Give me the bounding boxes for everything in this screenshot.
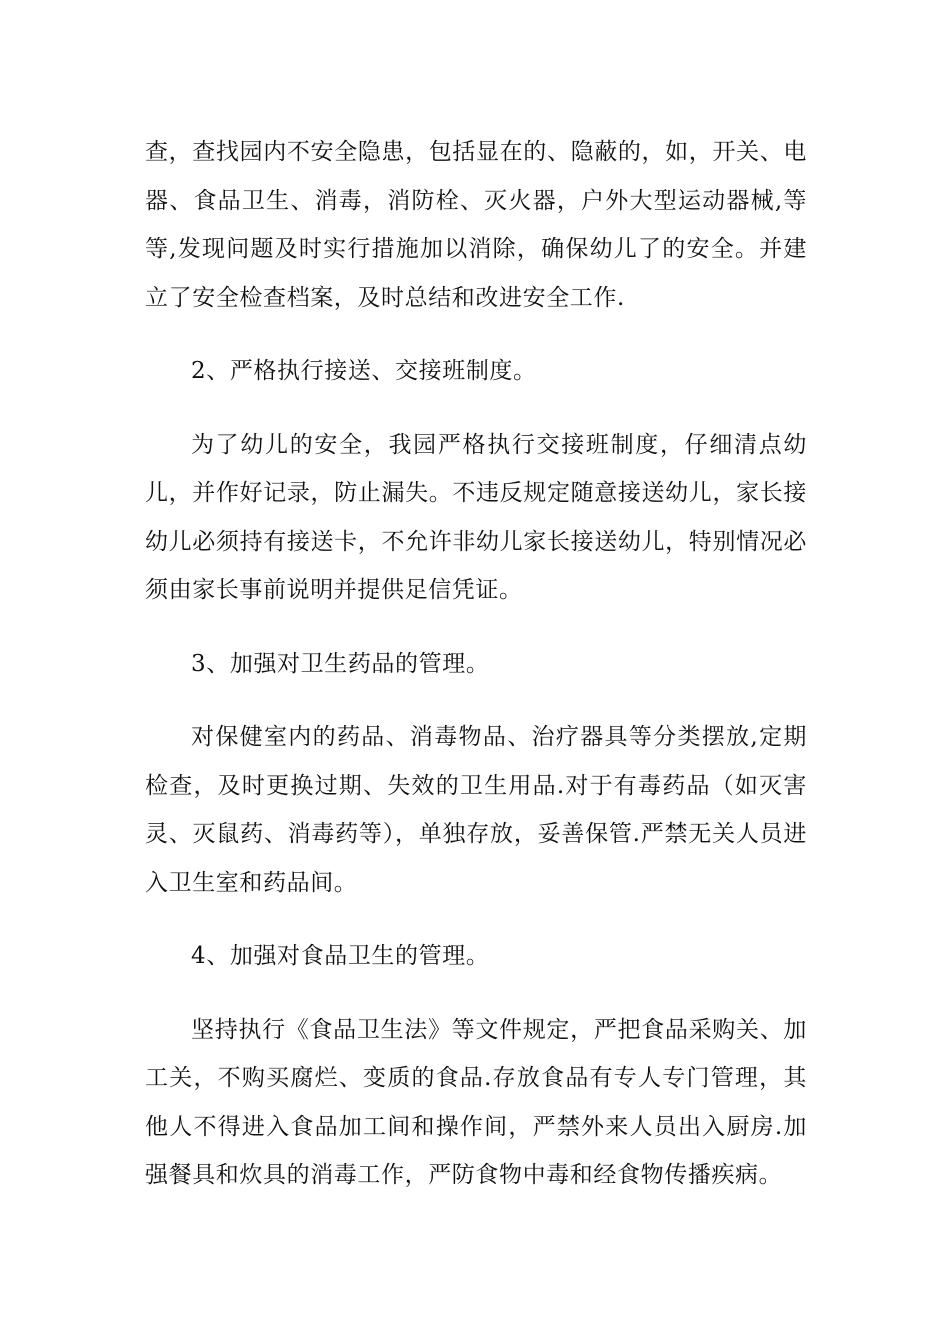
paragraph-food-hygiene: 坚持执行《食品卫生法》等文件规定，严把食品采购关、加工关，不购买腐烂、变质的食品.存放食品有专人专门管理，其他人不得进入食品加工间和操作间，严禁外来人员出入厨房.加强餐具和炊具的消毒工作，严防食物中毒和经食物传播疾病。: [145, 1016, 807, 1188]
heading-medicine-management: 3、加强对卫生药品的管理。: [191, 650, 490, 677]
heading-food-hygiene: 4、加强对食品卫生的管理。: [191, 943, 490, 969]
paragraph-gap: [145, 615, 807, 640]
paragraph-medicine-management: 对保健室内的药品、消毒物品、治疗器具等分类摆放,定期检查，及时更换过期、失效的卫生用品.对于有毒药品（如灭害灵、灭鼠药、消毒药等），单独存放，妥善保管.严禁无关人员进入卫生室和药品间。: [145, 724, 807, 896]
paragraph-gap: [145, 396, 807, 421]
paragraph-gap: [145, 322, 807, 347]
heading-pickup-handover: 2、严格执行接送、交接班制度。: [191, 358, 537, 384]
paragraph-gap: [145, 688, 807, 713]
paragraph-pickup-handover: 为了幼儿的安全，我园严格执行交接班制度，仔细清点幼儿，并作好记录，防止漏失。不违反规定随意接送幼儿，家长接幼儿必须持有接送卡，不允许非幼儿家长接送幼儿，特别情况必须由家长事前说明并提供足信凭证。: [145, 431, 807, 603]
paragraph-gap: [145, 981, 807, 1006]
paragraph-safety-inspection: 查，查找园内不安全隐患，包括显在的、隐蔽的，如，开关、电器、食品卫生、消毒，消防栓、灭火器，户外大型运动器械,等等,发现问题及时实行措施加以消除，确保幼儿了的安全。并建立了安全检查档案，及时总结和改进安全工作.: [145, 139, 807, 311]
document-page: [145, 128, 807, 1200]
paragraph-gap: [145, 907, 807, 932]
